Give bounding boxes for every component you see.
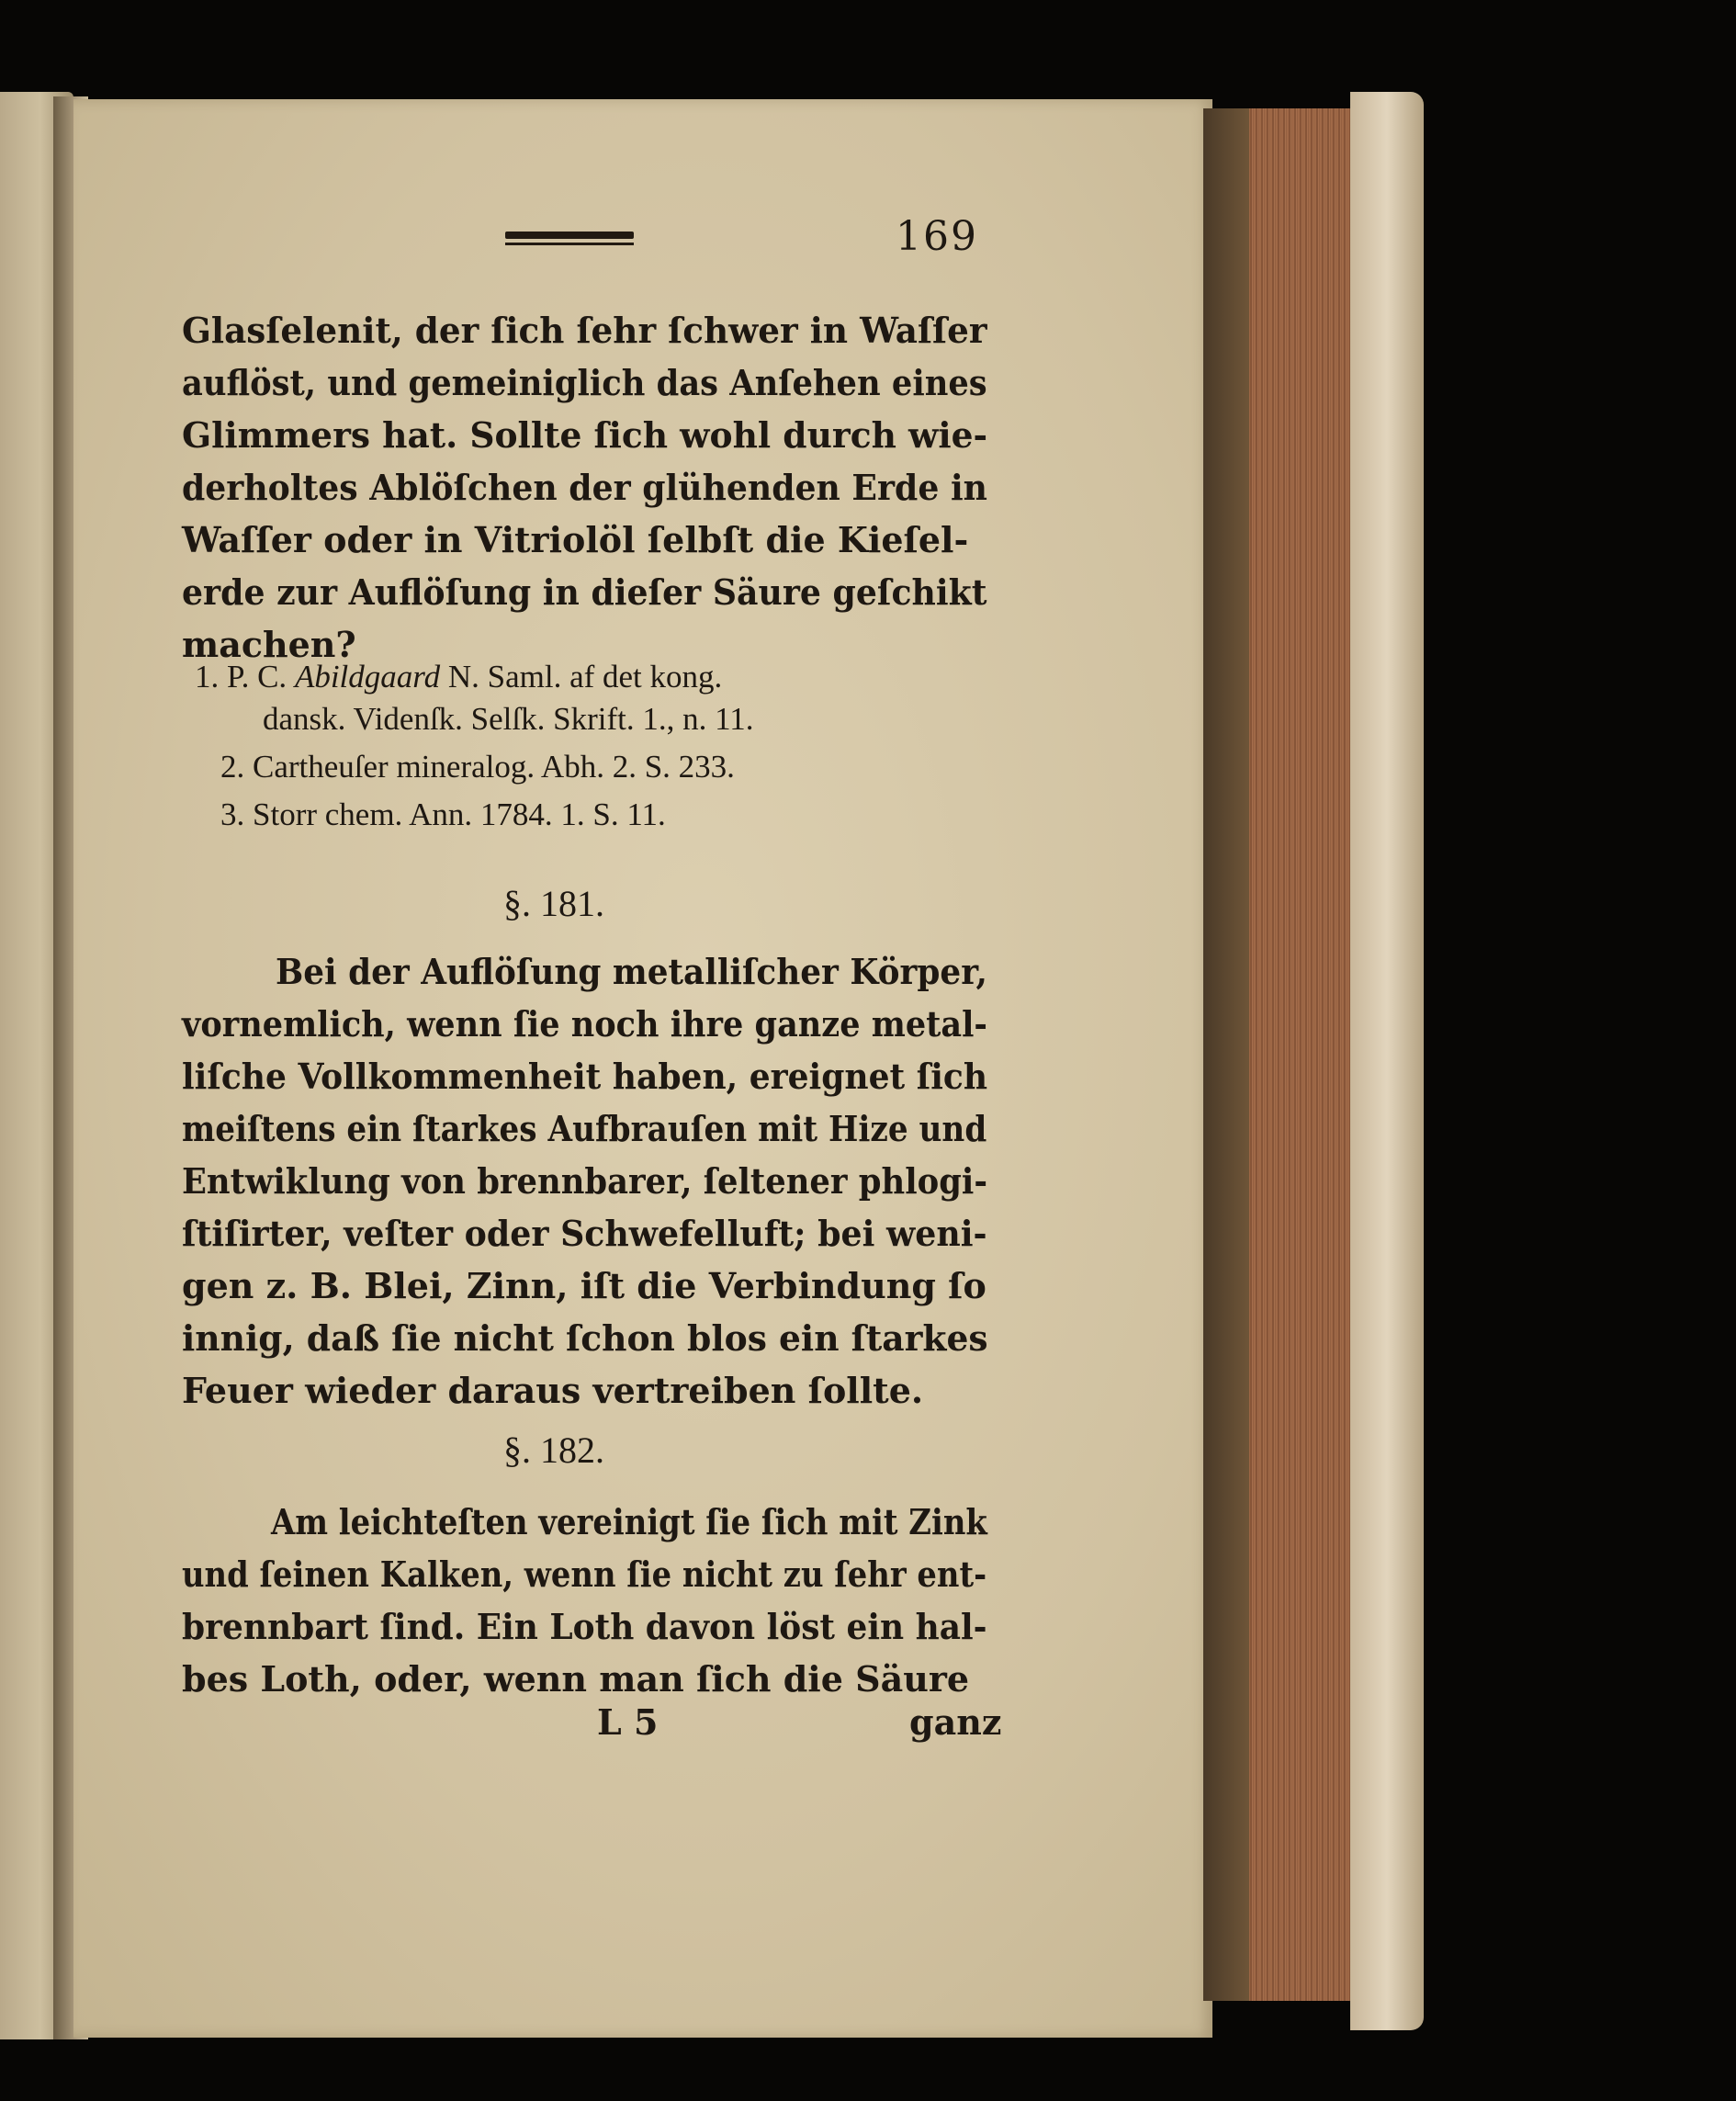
text-line: erde zur Auflöſung in dieſer Säure geſchikt	[182, 571, 987, 613]
text-line: liſche Vollkommenheit haben, ereignet ſich	[182, 1056, 988, 1097]
header-rule	[505, 232, 634, 239]
text-line: Glasſelenit, der ſich ſehr ſchwer in Waſſer	[182, 310, 987, 351]
footnote-1-continued: dansk. Videnſk. Selſk. Skrift. 1., n. 11.	[263, 701, 754, 737]
text-line: derholtes Ablöſchen der glühenden Erde in	[182, 467, 987, 508]
footnote-text: P. C.	[227, 659, 295, 695]
footnote-2	[220, 744, 735, 790]
text-line: Feuer wieder daraus vertreiben ſollte.	[182, 1370, 924, 1411]
text-line: Glimmers hat. Sollte ſich wohl durch wie-	[182, 414, 988, 456]
text-line: meiſtens ein ſtarkes Aufbrauſen mit Hize und	[182, 1108, 987, 1149]
text-line: auflöst, und gemeiniglich das Anſehen eines	[182, 362, 987, 403]
section-heading: §. 181.	[503, 883, 604, 924]
text-line: gen z. B. Blei, Zinn, iſt die Verbindung ſo	[182, 1265, 986, 1306]
footnote-number: 2.	[220, 749, 245, 785]
text-line: und ſeinen Kalken, wenn ſie nicht zu ſehr ent-	[182, 1553, 987, 1595]
text-line: Waſſer oder in Vitriolöl ſelbſt die Kieſel-	[182, 519, 969, 560]
page-number: 169	[896, 213, 978, 260]
footnote-number: 1.	[195, 659, 220, 695]
text-line: machen?	[182, 624, 356, 665]
text-line: brennbart ſind. Ein Loth davon löst ein hal-	[182, 1606, 987, 1647]
text-line: Bei der Auflöſung metalliſcher Körper,	[276, 951, 987, 992]
catchword: ganz	[909, 1701, 1002, 1743]
footnote-text: Cartheuſer mineralog. Abh. 2. S. 233.	[253, 749, 735, 785]
text-line: ſtiſirter, veſter oder Schwefelluft; bei weni-	[182, 1213, 987, 1254]
footnote-number: 3.	[220, 796, 245, 832]
signature-mark: L 5	[597, 1701, 659, 1743]
text-line: bes Loth, oder, wenn man ſich die Säure	[182, 1658, 970, 1700]
footnote-text: Storr chem. Ann. 1784. 1. S. 11.	[253, 796, 666, 832]
section-heading: §. 182.	[503, 1429, 604, 1471]
footnote-3	[220, 792, 666, 838]
text-line: Am leichteſten vereinigt ſie ſich mit Zink	[271, 1501, 987, 1542]
footnote-text: N. Saml. af det kong.	[440, 659, 723, 695]
text-line: vornemlich, wenn ſie noch ihre ganze metal-	[182, 1003, 987, 1045]
text-line: Entwiklung von brennbarer, ſeltener phlogi-	[182, 1160, 988, 1202]
text-line: innig, daß ſie nicht ſchon blos ein ſtarkes	[182, 1317, 988, 1359]
footnote-author: Abildgaard	[294, 659, 441, 695]
footnote-1	[195, 654, 722, 700]
